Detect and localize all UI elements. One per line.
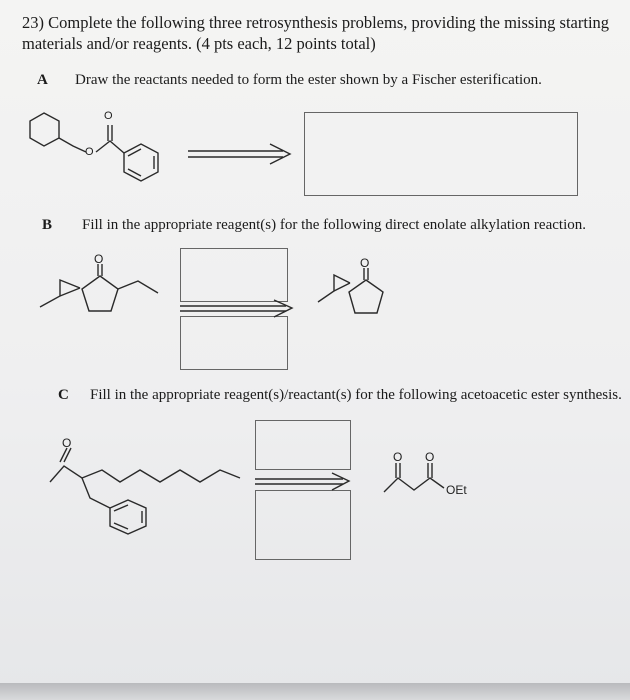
atom-label-ester-o-acetoacetate: O xyxy=(425,450,435,464)
question-line-2: materials and/or reagents. (4 pts each, 12 points total) xyxy=(22,34,376,53)
atom-label-ketone-o-acetoacetate: O xyxy=(393,450,403,464)
cyclopentanone-ring-b xyxy=(82,276,118,311)
ester-alkoxy-bond xyxy=(59,138,86,152)
structure-c-product xyxy=(50,448,240,534)
ethyl-group xyxy=(118,281,158,293)
alkyl-chain xyxy=(50,466,240,482)
acetoacetate-chain xyxy=(384,478,444,492)
atom-label-carbonyl-o-a: O xyxy=(104,110,113,122)
cyclopentanone-ring-b-start xyxy=(349,280,383,313)
retro-arrow-c xyxy=(255,473,349,490)
atom-label-ketone-o-c: O xyxy=(62,436,72,450)
atom-label-ketone-o-b: O xyxy=(94,252,104,266)
retro-arrow-a xyxy=(188,144,290,164)
question-line-1: 23) Complete the following three retrosynthesis problems, providing the missing starting xyxy=(22,13,610,32)
retro-arrow-b xyxy=(180,300,292,317)
cyclohexane-ring xyxy=(30,113,59,146)
section-a-letter: A xyxy=(37,72,48,88)
section-b-instruction: Fill in the appropriate reagent(s) for the following direct enolate alkylation reaction. xyxy=(82,217,586,233)
section-b-letter: B xyxy=(42,217,53,233)
ester-acyl-bonds xyxy=(96,141,124,153)
structure-a-ester xyxy=(30,113,158,181)
benzyl-linker xyxy=(82,478,110,508)
structure-c-ethyl-acetoacetate xyxy=(384,463,444,492)
atom-label-ketone-o-b-start: O xyxy=(360,256,370,270)
atom-label-ester-o-a: O xyxy=(85,146,94,158)
section-c-instruction: Fill in the appropriate reagent(s)/reactant(s) for the following acetoacetic ester synthesis. xyxy=(90,387,622,403)
structure-b-product xyxy=(40,264,158,311)
section-a-instruction: Draw the reactants needed to form the ester shown by a Fischer esterification. xyxy=(75,72,542,88)
structure-b-reactant xyxy=(318,268,383,313)
isopropyl-group xyxy=(40,280,80,307)
atom-label-ethoxy: OEt xyxy=(446,483,467,497)
section-c-letter: C xyxy=(58,387,69,403)
